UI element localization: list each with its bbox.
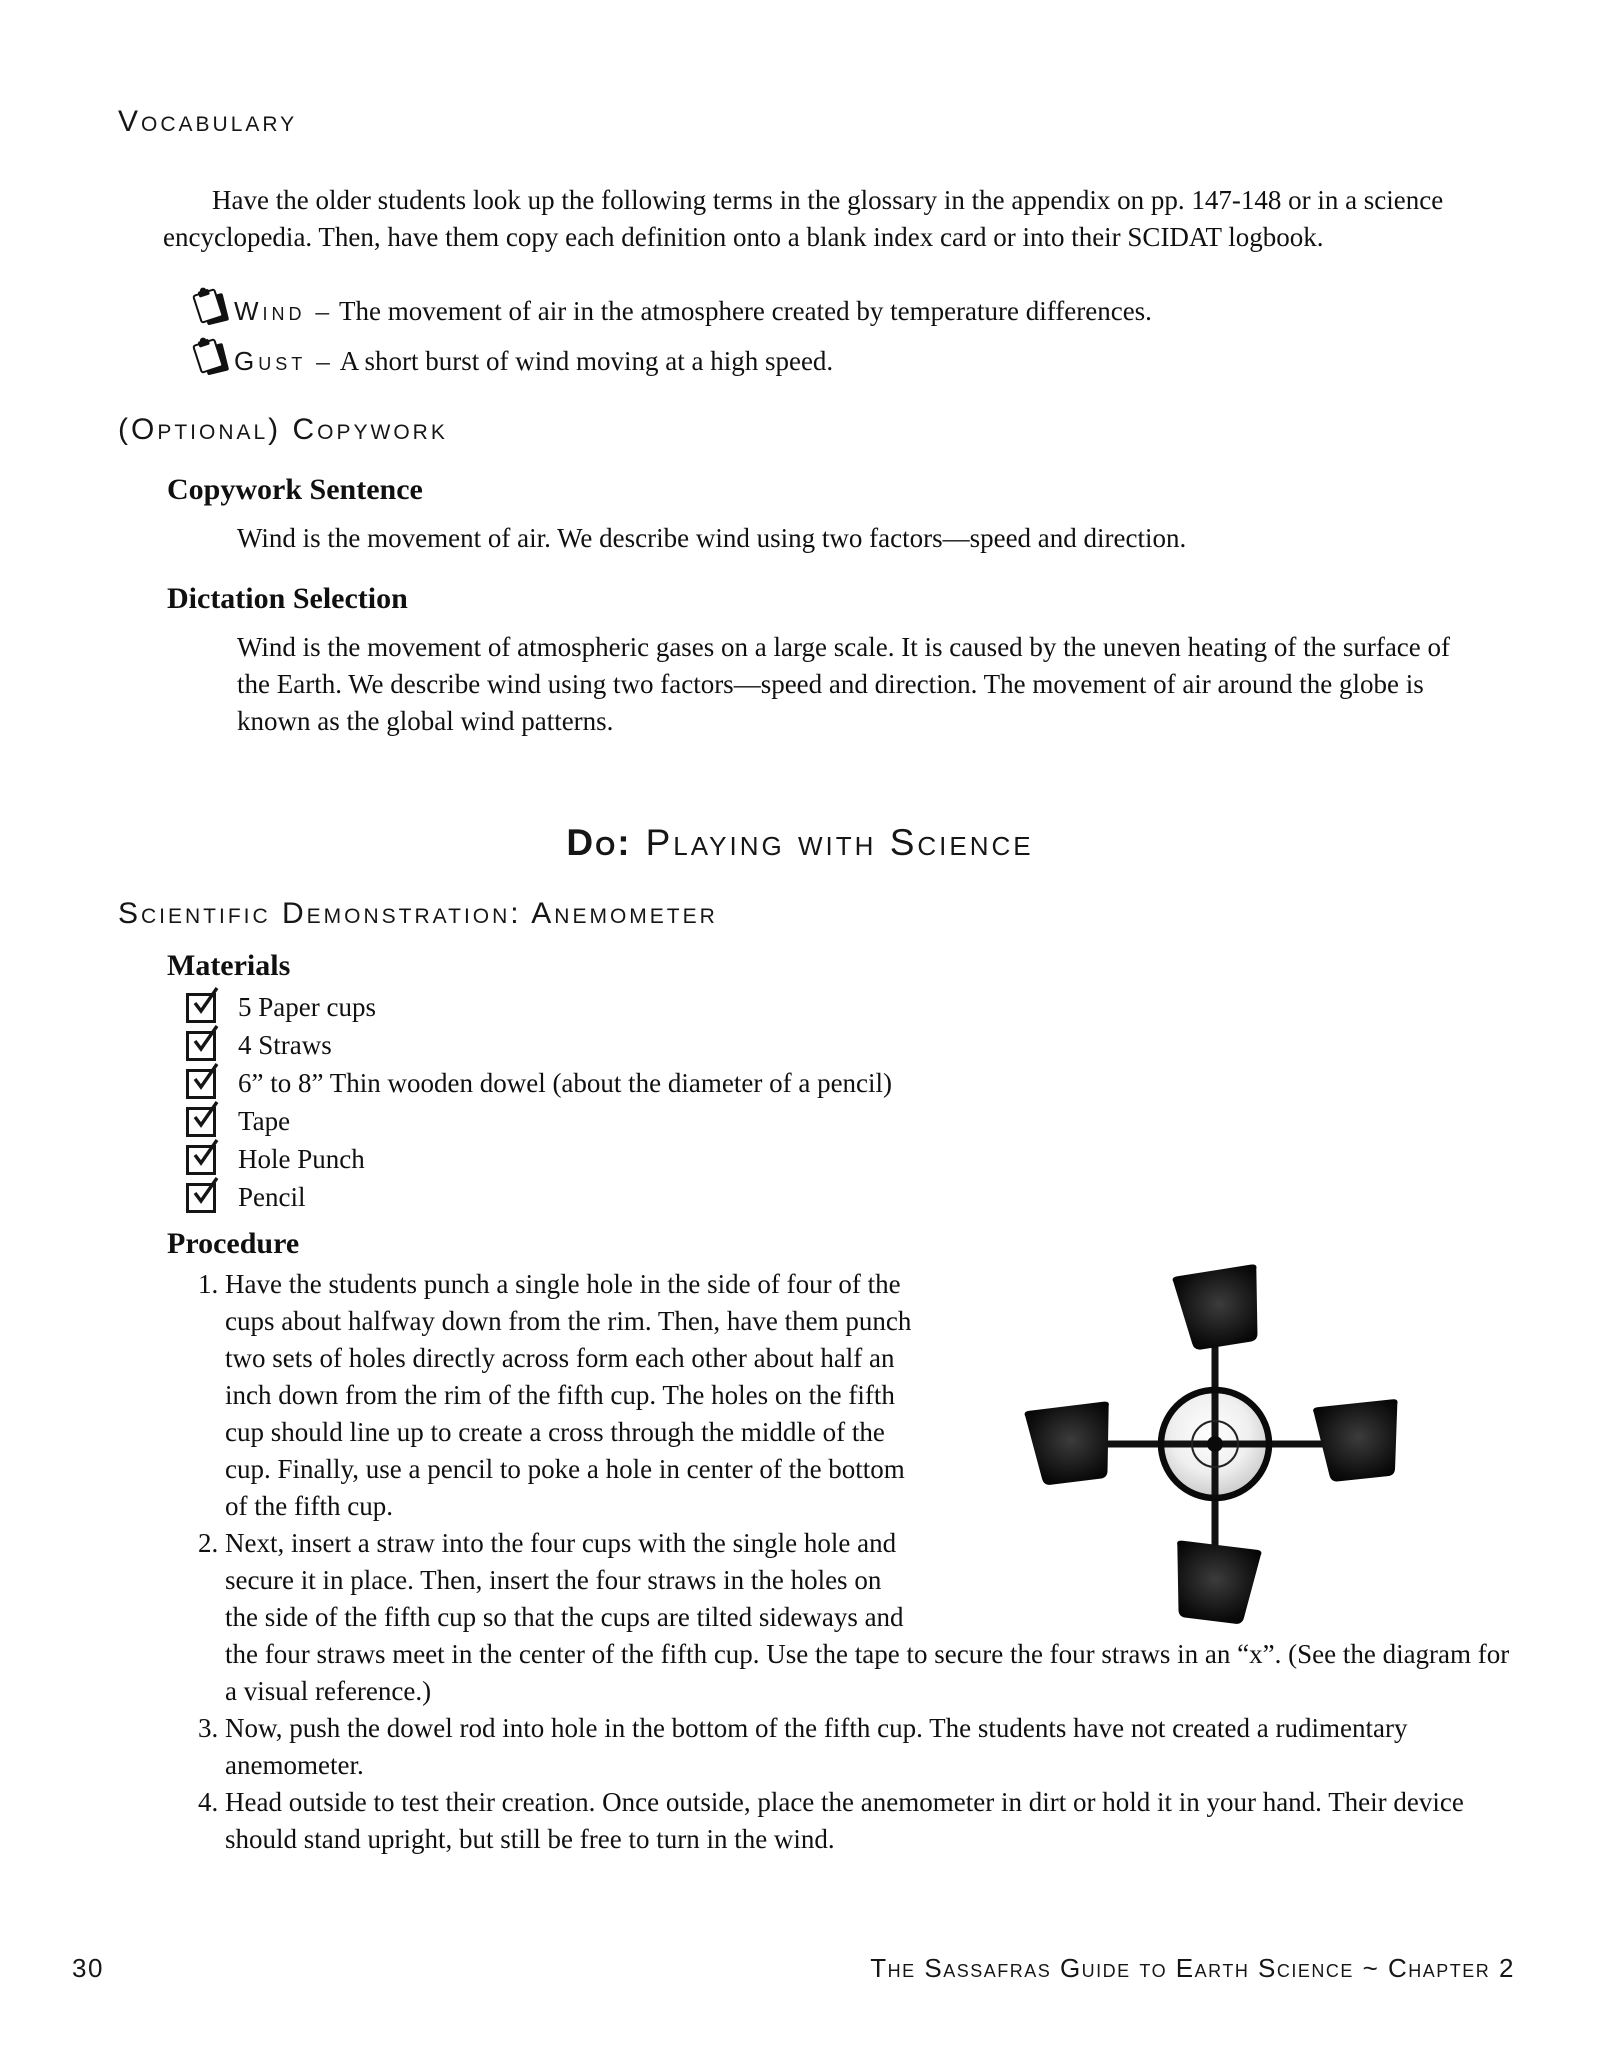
term-name: Wind bbox=[234, 295, 306, 326]
term-line bbox=[234, 343, 833, 380]
page-footer bbox=[72, 1950, 1515, 1987]
material-label: 4 Straws bbox=[238, 1029, 332, 1060]
list-item bbox=[186, 988, 1600, 1026]
dictation-heading: Dictation Selection bbox=[167, 582, 408, 615]
footer-book-title: The Sassafras Guide to Earth Science ~ Chapter 2 bbox=[870, 1953, 1515, 1983]
term-separator: – bbox=[315, 295, 330, 326]
term-definition: A short burst of wind moving at a high speed. bbox=[339, 345, 834, 376]
material-label: 6” to 8” Thin wooden dowel (about the diameter of a pencil) bbox=[238, 1067, 893, 1098]
list-item bbox=[186, 1140, 1600, 1178]
do-heading-rest: Playing with Science bbox=[645, 822, 1034, 863]
procedure-section bbox=[160, 1266, 1510, 1858]
term-separator: – bbox=[316, 345, 330, 376]
checkbox-checked-icon bbox=[186, 1031, 216, 1061]
demonstration-heading: Scientific Demonstration: Anemometer bbox=[118, 897, 718, 930]
materials-heading: Materials bbox=[167, 949, 291, 982]
anemometer-diagram bbox=[920, 1266, 1510, 1624]
procedure-step: 3. Now, push the dowel rod into hole in the bottom of the fifth cup. The students have not created a rudimentary anemometer. bbox=[225, 1710, 1510, 1784]
materials-checklist bbox=[186, 988, 1600, 1216]
vocabulary-term-row bbox=[186, 336, 1600, 386]
copywork-sentence: Wind is the movement of air. We describe wind using two factors—speed and direction. bbox=[237, 523, 1187, 553]
do-section-heading bbox=[0, 820, 1600, 866]
checkbox-checked-icon bbox=[186, 993, 216, 1023]
term-definition: The movement of air in the atmosphere created by temperature differences. bbox=[339, 295, 1152, 326]
material-label: 5 Paper cups bbox=[238, 991, 376, 1022]
copywork-heading: (Optional) Copywork bbox=[118, 413, 448, 446]
page-number: 30 bbox=[72, 1953, 104, 1983]
copywork-sentence-heading: Copywork Sentence bbox=[167, 473, 423, 506]
vocabulary-intro-paragraph: Have the older students look up the following terms in the glossary in the appendix on pp. 147-148 or in a science encyclopedia. Then, have them copy each definition onto a blank index card or into their SCIDAT logbook. bbox=[163, 185, 1444, 252]
checkbox-checked-icon bbox=[186, 1069, 216, 1099]
procedure-step: 1. Have the students punch a single hole in the side of four of the cups about halfway down from the rim. Then, have them punch two sets of holes directly across form each other about half an inch down from the rim of the fifth cup. The holes on the fifth cup should line up to create a cross through the middle of the cup. Finally, use a pencil to poke a hole in center of the bottom of the fifth cup. bbox=[225, 1266, 1510, 1525]
checkbox-checked-icon bbox=[186, 1107, 216, 1137]
clipboard-icon bbox=[186, 332, 234, 390]
checkbox-checked-icon bbox=[186, 1145, 216, 1175]
list-item bbox=[186, 1064, 1600, 1102]
material-label: Pencil bbox=[238, 1181, 306, 1212]
material-label: Tape bbox=[238, 1105, 291, 1136]
dictation-paragraph: Wind is the movement of atmospheric gases on a large scale. It is caused by the uneven heating of the surface of the Earth. We describe wind using two factors—speed and direction. The movement of air around the globe is known as the global wind patterns. bbox=[237, 632, 1451, 736]
procedure-step: 4. Head outside to test their creation. Once outside, place the anemometer in dirt or hold it in your hand. Their device should stand upright, but still be free to turn in the wind. bbox=[225, 1784, 1510, 1858]
list-item bbox=[186, 1102, 1600, 1140]
do-heading-bold: Do: bbox=[566, 822, 632, 863]
term-name: Gust bbox=[234, 345, 307, 376]
vocabulary-term-row bbox=[186, 286, 1600, 336]
checkbox-checked-icon bbox=[186, 1183, 216, 1213]
procedure-step: 2. Next, insert a straw into the four cups with the single hole and secure it in place. Then, insert the four straws in the holes on the side of the fifth cup so that the cups are tilted sideways and the four straws meet in the center of the fifth cup. Use the tape to secure the four straws in an “x”. (See the diagram for a visual reference.) bbox=[225, 1525, 1510, 1710]
term-line bbox=[234, 293, 1152, 330]
vocabulary-heading: Vocabulary bbox=[118, 105, 298, 138]
material-label: Hole Punch bbox=[238, 1143, 365, 1174]
vocabulary-term-list bbox=[186, 286, 1600, 386]
list-item bbox=[186, 1026, 1600, 1064]
list-item bbox=[186, 1178, 1600, 1216]
procedure-heading: Procedure bbox=[167, 1227, 300, 1260]
